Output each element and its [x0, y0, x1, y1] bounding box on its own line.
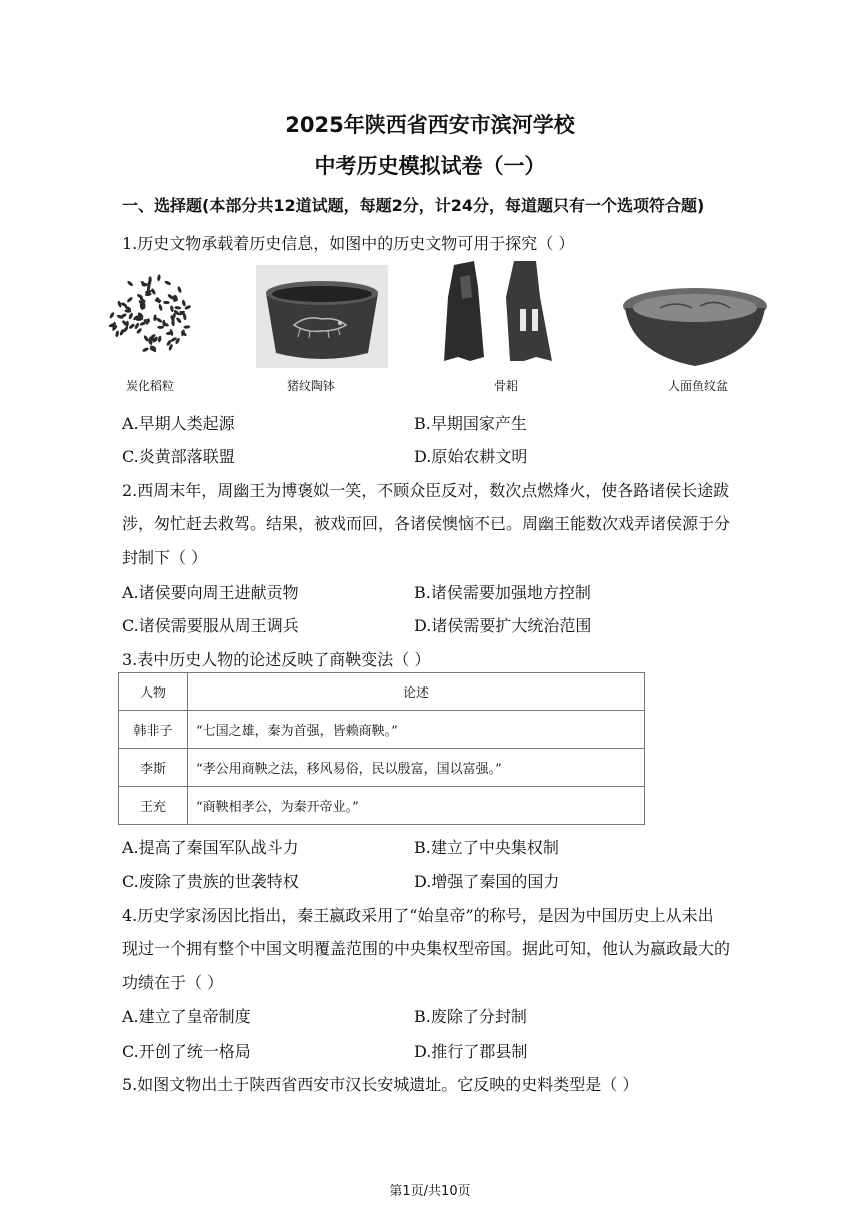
- table-row: [119, 749, 645, 787]
- table-header-statement: 论述: [188, 673, 645, 711]
- table-cell-statement: “七国之雄，秦为首强，皆赖商鞅。”: [188, 711, 645, 749]
- q3-option-a: A.提高了秦国军队战斗力: [122, 838, 299, 857]
- q4-stem-line-2: 现过一个拥有整个中国文明覆盖范围的中央集权型帝国。据此可知，他认为嬴政最大的: [122, 939, 731, 958]
- q3-stem: 3.表中历史人物的论述反映了商鞅变法（ ）: [122, 650, 431, 669]
- q3-option-d: D.增强了秦国的国力: [414, 872, 560, 891]
- carbonized-rice-image: [100, 270, 200, 360]
- table-row: [119, 787, 645, 825]
- section-heading: 一、选择题(本部分共12道试题，每题2分，计24分，每道题只有一个选项符合题): [122, 196, 705, 215]
- q4-stem-line-3: 功绩在于（ ）: [122, 973, 224, 992]
- bone-spade-image: [440, 257, 570, 367]
- pig-pattern-bowl-image: [256, 265, 388, 368]
- q1-option-c: C.炎黄部落联盟: [122, 447, 235, 466]
- table-cell-person: 王充: [119, 787, 188, 825]
- q1-option-a: A.早期人类起源: [122, 414, 235, 433]
- q2-option-c: C.诸侯需要服从周王调兵: [122, 616, 299, 635]
- exam-title: 2025年陕西省西安市滨河学校: [285, 113, 575, 137]
- caption-rice: 炭化稻粒: [125, 379, 174, 393]
- q5-stem: 5.如图文物出土于陕西省西安市汉长安城遗址。它反映的史料类型是（ ）: [122, 1075, 639, 1094]
- quotes-table: [118, 672, 645, 825]
- q1-option-d: D.原始农耕文明: [414, 447, 528, 466]
- table-cell-person: 李斯: [119, 749, 188, 787]
- table-cell-statement: “孝公用商鞅之法，移风易俗，民以殷富，国以富强。”: [188, 749, 645, 787]
- q1-stem: 1.历史文物承载着历史信息，如图中的历史文物可用于探究（ ）: [122, 234, 575, 253]
- table-row: [119, 711, 645, 749]
- q4-option-a: A.建立了皇帝制度: [122, 1007, 251, 1026]
- q2-option-d: D.诸侯需要扩大统治范围: [414, 616, 592, 635]
- table-header-person: 人物: [119, 673, 188, 711]
- exam-subtitle: 中考历史模拟试卷（一）: [314, 154, 546, 178]
- q3-option-c: C.废除了贵族的世袭特权: [122, 872, 299, 891]
- table-header-row: [119, 673, 645, 711]
- q4-stem-line-1: 4.历史学家汤因比指出，秦王嬴政采用了“始皇帝”的称号，是因为中国历史上从未出: [122, 906, 714, 925]
- q2-option-a: A.诸侯要向周王进献贡物: [122, 583, 299, 602]
- caption-spade: 骨耜: [493, 379, 518, 393]
- q3-option-b: B.建立了中央集权制: [414, 838, 559, 857]
- caption-bowl: 猪纹陶钵: [286, 379, 335, 393]
- q4-option-d: D.推行了郡县制: [414, 1042, 528, 1061]
- table-cell-statement: “商鞅相孝公，为秦开帝业。”: [188, 787, 645, 825]
- page-number: 第1页/共10页: [389, 1184, 471, 1199]
- q2-option-b: B.诸侯需要加强地方控制: [414, 583, 591, 602]
- q4-option-c: C.开创了统一格局: [122, 1042, 251, 1061]
- caption-basin: 人面鱼纹盆: [667, 379, 728, 393]
- human-face-fish-basin-image: [620, 284, 770, 369]
- q2-stem-line-3: 封制下（ ）: [122, 548, 208, 567]
- table-cell-person: 韩非子: [119, 711, 188, 749]
- q2-stem-line-1: 2.西周末年，周幽王为博褒姒一笑，不顾众臣反对，数次点燃烽火，使各路诸侯长途跋: [122, 481, 730, 500]
- q4-option-b: B.废除了分封制: [414, 1007, 527, 1026]
- q1-option-b: B.早期国家产生: [414, 414, 527, 433]
- q2-stem-line-2: 涉，匆忙赶去救驾。结果，被戏而回，各诸侯懊恼不已。周幽王能数次戏弄诸侯源于分: [122, 514, 731, 533]
